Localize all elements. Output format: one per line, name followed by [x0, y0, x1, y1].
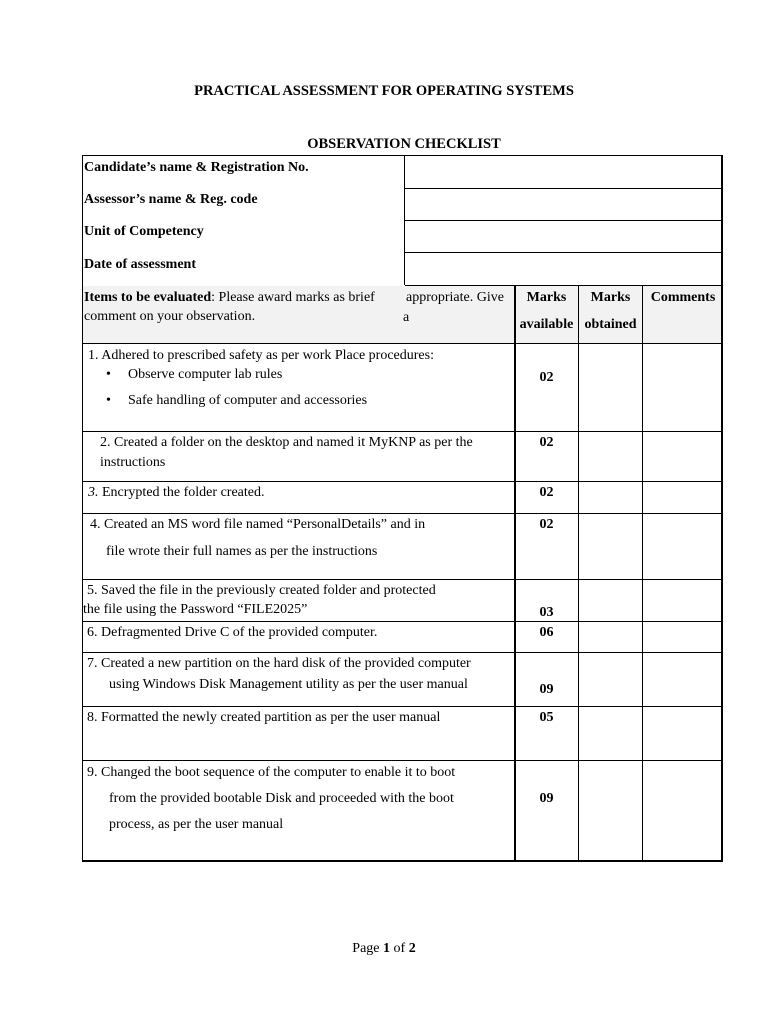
info-divider	[405, 220, 722, 221]
info-divider	[405, 188, 722, 189]
header-overlap-text: appropriate. Give	[406, 290, 504, 305]
row-separator	[82, 652, 722, 653]
column-header-marks-obtained: Marks	[590, 290, 631, 305]
column-header-comments: Comments	[650, 290, 716, 305]
item-text-line2: file wrote their full names as per the instructions	[106, 544, 378, 559]
row-separator	[82, 579, 722, 580]
table-right-border	[721, 155, 723, 862]
row-separator	[82, 481, 722, 482]
info-label-candidate: Candidate’s name & Registration No.	[84, 160, 309, 175]
marks-available-value: 02	[539, 517, 554, 532]
item-text-line2: the file using the Password “FILE2025”	[83, 602, 308, 617]
row-separator	[82, 760, 722, 761]
item-text: 6. Defragmented Drive C of the provided computer.	[87, 625, 378, 640]
marks-available-value: 05	[539, 710, 554, 725]
item-text-line3: process, as per the user manual	[109, 817, 284, 832]
info-divider	[405, 252, 722, 253]
column-divider-comments	[642, 286, 643, 862]
item-text: 7. Created a new partition on the hard disk of the provided computer	[87, 656, 471, 671]
page-number: Page 1 of 2	[352, 941, 416, 956]
marks-available-value: 02	[539, 485, 554, 500]
item-text: 5. Saved the file in the previously created folder and protected	[87, 583, 436, 598]
item-text-line2: instructions	[100, 455, 166, 470]
row-separator	[82, 621, 722, 622]
marks-available-value: 03	[539, 605, 554, 620]
item-text: 1. Adhered to prescribed safety as per work Place procedures:	[88, 348, 434, 363]
row-separator	[82, 513, 722, 514]
info-label-date: Date of assessment	[84, 257, 196, 272]
item-text: 2. Created a folder on the desktop and named it MyKNP as per the	[100, 435, 473, 450]
row-separator	[82, 431, 722, 432]
item-text: 3. Encrypted the folder created.	[88, 485, 265, 500]
column-header-marks-available: Marks	[526, 290, 567, 305]
info-label-unit: Unit of Competency	[84, 224, 204, 239]
item-text: 8. Formatted the newly created partition as per the user manual	[87, 710, 441, 725]
info-column-divider	[404, 155, 405, 285]
table-bottom-border	[82, 860, 723, 862]
info-table-top-border	[82, 155, 722, 156]
document-title: PRACTICAL ASSESSMENT FOR OPERATING SYSTEMS	[194, 83, 574, 99]
marks-available-value: 09	[539, 682, 554, 697]
header-overlap-text-2: a	[403, 310, 410, 325]
checklist-subtitle: OBSERVATION CHECKLIST	[307, 136, 501, 152]
row-separator	[82, 343, 722, 344]
header-intro: Items to be evaluated: Please award marks as brief	[84, 290, 375, 305]
item-text: 9. Changed the boot sequence of the computer to enable it to boot	[87, 765, 456, 780]
header-intro-line2: comment on your observation.	[84, 309, 256, 324]
marks-available-value: 09	[539, 791, 554, 806]
column-header-marks-obtained-2: obtained	[584, 317, 637, 332]
marks-available-value: 06	[539, 625, 554, 640]
item-bullet: • Safe handling of computer and accessories	[128, 391, 367, 410]
marks-available-value: 02	[539, 435, 554, 450]
item-text-line2: using Windows Disk Management utility as per the user manual	[109, 677, 468, 692]
item-bullet: • Observe computer lab rules	[128, 365, 282, 384]
column-divider-marks-obtained	[578, 286, 579, 862]
row-separator	[82, 706, 722, 707]
table-left-border	[82, 155, 83, 862]
column-header-marks-available-2: available	[519, 317, 574, 332]
item-text-line2: from the provided bootable Disk and proceeded with the boot	[109, 791, 454, 806]
marks-available-value: 02	[539, 370, 554, 385]
item-text: 4. Created an MS word file named “PersonalDetails” and in	[90, 517, 426, 532]
info-label-assessor: Assessor’s name & Reg. code	[84, 192, 258, 207]
